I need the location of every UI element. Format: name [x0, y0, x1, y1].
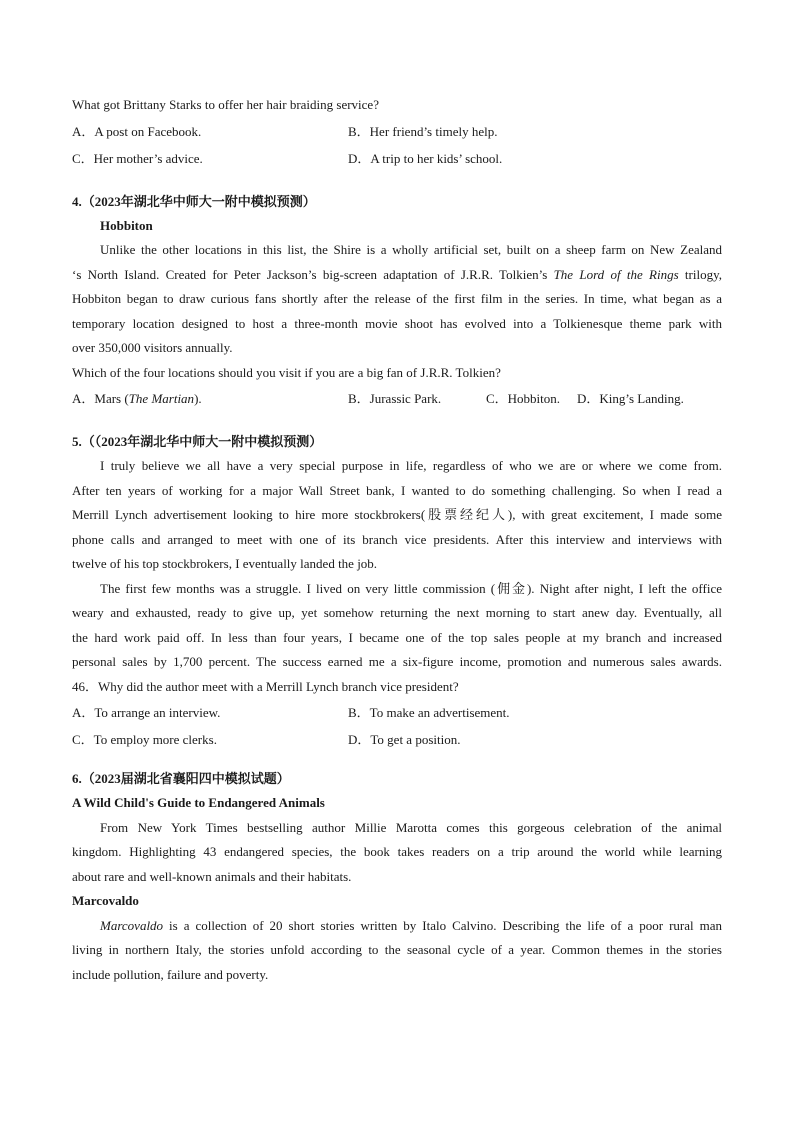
q6-p2-line2: living in northern Italy, the stories unfold according to the seasonal cycle of a year. Common themes in the stories — [72, 942, 722, 957]
q4-p1-line4: temporary location designed to host a three-month movie shoot has evolved into a Tolkienesque theme park with — [72, 315, 722, 331]
q4-question: Which of the four locations should you visit if you are a big fan of J.R.R. Tolkien? — [72, 364, 501, 380]
q5-option-b[interactable]: B．To make an advertisement. — [348, 705, 510, 720]
q3-option-a[interactable]: A．A post on Facebook. — [72, 123, 202, 139]
q6-p2-line3: include pollution, failure and poverty. — [72, 966, 269, 982]
q4-option-a[interactable]: A．Mars (The Martian). — [72, 391, 202, 406]
q5-p2-line2: weary and exhausted, ready to give up, yet somehow returning the next morning to start anew day. Eventually, all — [72, 605, 722, 620]
q4-title: Hobbiton — [100, 217, 153, 233]
q5-option-a[interactable]: A．To arrange an interview. — [72, 705, 221, 720]
q4-option-d[interactable]: D．King’s Landing. — [577, 391, 684, 406]
q5-p1-line4: phone calls and arranged to meet with one of its branch vice presidents. After this interview and interviews with — [72, 531, 722, 547]
q6-header — [72, 767, 722, 791]
q6-p1-line2: kingdom. Highlighting 43 endangered species, the book takes readers on a trip around the world while learning — [72, 844, 722, 859]
q3-option-b[interactable]: B．Her friend’s timely help. — [348, 123, 498, 139]
q6-title-2: Marcovaldo — [72, 893, 139, 908]
q6-p1-line3: about rare and well-known animals and their habitats. — [72, 868, 352, 884]
q3-options-row1 — [72, 118, 722, 145]
q5-p1-line5: twelve of his top stockbrokers, I eventually landed the job. — [72, 556, 378, 571]
q4-option-c[interactable]: C．Hobbiton. — [486, 391, 561, 406]
q5-option-c[interactable]: C．To employ more clerks. — [72, 732, 217, 747]
q6-number: 6. — [72, 771, 82, 786]
q5-p1-line2: After ten years of working for a major Wall Street bank, I wanted to do something challenging. So when I read a — [72, 482, 722, 498]
q5-p2-line1: The first few months was a struggle. I lived on very little commission (佣金). Night after night, I left the office — [100, 580, 722, 596]
q5-options-row1 — [72, 699, 722, 726]
q3-options-row2 — [72, 145, 722, 172]
book-title: The Lord of the Rings — [553, 266, 679, 282]
q4-option-b[interactable]: B．Jurassic Park. — [348, 391, 442, 406]
q5-source: （（2023年湖北华中师大一附中模拟预测） — [81, 434, 323, 449]
q6-title-1: A Wild Child's Guide to Endangered Animals — [72, 795, 325, 810]
q4-p1-line3: Hobbiton began to draw curious fans shortly after the release of the first film in the series. In time, what began as a — [72, 291, 722, 306]
q6-p2-line1: Marcovaldo is a collection of 20 short stories written by Italo Calvino. Describing the life of a poor rural man — [100, 917, 722, 933]
q6-source: （2023届湖北省襄阳四中模拟试题） — [81, 771, 290, 786]
q4-p1-line2: ‘s North Island. Created for Peter Jackson’s big-screen adaptation of J.R.R. Tolkien’s The Lord of the Rings trilogy, — [72, 266, 722, 282]
q4-number: 4. — [72, 193, 82, 209]
document-page — [72, 93, 722, 987]
q4-p1-line5: over 350,000 visitors annually. — [72, 340, 233, 355]
q3-option-d[interactable]: D．A trip to her kids’ school. — [348, 150, 503, 166]
q3-option-c[interactable]: C．Her mother’s advice. — [72, 150, 203, 166]
q5-options-row2 — [72, 726, 722, 753]
q5-option-d[interactable]: D．To get a position. — [348, 732, 461, 747]
q4-options-row — [72, 385, 722, 412]
q5-number: 5. — [72, 434, 82, 449]
q5-header — [72, 430, 722, 454]
q4-header — [72, 190, 722, 214]
q4-source: （2023年湖北华中师大一附中模拟预测） — [81, 193, 316, 209]
q6-p1-line1: From New York Times bestselling author Millie Marotta comes this gorgeous celebration of the animal — [100, 819, 722, 835]
q5-question: 46．Why did the author meet with a Merrill Lynch branch vice president? — [72, 678, 459, 694]
q5-p1-line1: I truly believe we all have a very special purpose in life, regardless of who we are or where we come from. — [100, 458, 722, 473]
q4-p1-line1: Unlike the other locations in this list, the Shire is a wholly artificial set, built on a sheep farm on New Zealand — [100, 242, 722, 257]
q3-question: What got Brittany Starks to offer her hair braiding service? — [72, 97, 379, 112]
q5-p2-line3: the hard work paid off. In less than four years, I became one of the top sales people at my branch and increased — [72, 629, 722, 645]
q5-p1-line3: Merrill Lynch advertisement looking to hire more stockbrokers(股票经纪人), with great excitement, I made some — [72, 507, 722, 522]
q5-p2-line4: personal sales by 1,700 percent. The success earned me a six-figure income, promotion and numerous sales awards. — [72, 654, 722, 669]
